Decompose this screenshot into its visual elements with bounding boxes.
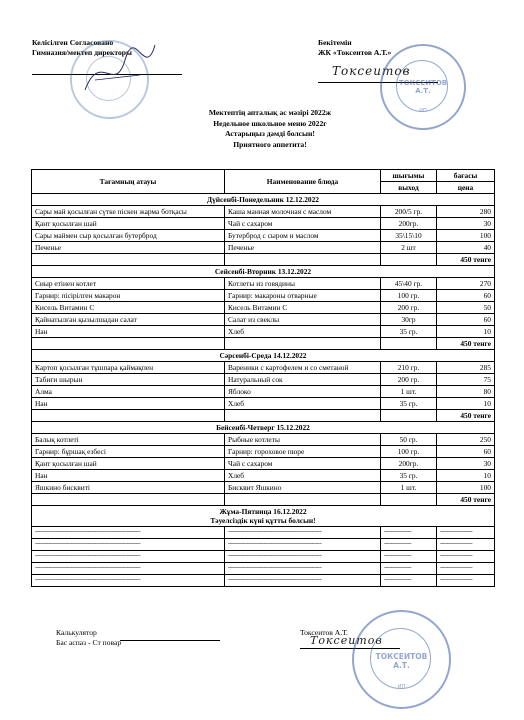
empty-row [32,563,495,575]
dish-kz: Нан [32,470,225,482]
dish-price: 60 [437,446,495,458]
dish-kz: Нан [32,398,225,410]
signer-signature: Токсеитов [310,634,383,647]
table-row [32,458,495,470]
dish-ru: Яблоко [225,386,381,398]
dish-price: 30 [437,458,495,470]
dish-kz: Гарнир: бұршақ езбесі [32,446,225,458]
dish-price: 10 [437,470,495,482]
entrepreneur-label: ЖК «Токсеитов А.Т.» [318,48,392,57]
title-ru: Недельное школьное меню 2022г [213,118,327,128]
dish-kz: Сиыр етінен котлет [32,278,225,290]
empty-row [32,551,495,563]
dish-price: 10 [437,398,495,410]
table-row [32,470,495,482]
dash-price: ------------------- [437,551,495,563]
dish-price: 100 [437,482,495,494]
dash-out: ---------------- [381,575,437,587]
dish-price: 285 [437,362,495,374]
chef-label: Бас аспаз - Ст повар [56,638,122,647]
dash-price: ------------------- [437,527,495,539]
dish-kz: Сары маймен сыр қосылған бутерброд [32,230,225,242]
dish-kz: Гарнир: пісірілген макарон [32,290,225,302]
dish-ru: Чай с сахаром [225,218,381,230]
table-row [32,446,495,458]
dish-kz: Қант қосылған шай [32,218,225,230]
footer-left [56,628,121,648]
day-total-row [32,338,495,350]
wish-ru: Приятного аппетита! [233,139,307,149]
dish-kz: Қант қосылған шай [32,458,225,470]
dish-kz: Балық котлеті [32,434,225,446]
friday-holiday: Тәуелсіздік күні құтты болсын! [210,516,316,525]
dash-out: ---------------- [381,551,437,563]
table-row [32,386,495,398]
dish-output: 35 гр. [381,326,437,338]
company-stamp-bottom [352,610,451,709]
dish-output: 200 гр. [381,302,437,314]
col-header-kz: Тағамның атауы [32,170,225,194]
calculator-label: Калькулятор [56,628,97,637]
approver-signature: Токсеитов [332,64,411,78]
col-header-price-kz: бағасы [437,170,495,182]
day-header [32,422,495,434]
day-title: Дүйсенбі-Понедельник 12.12.2022 [32,194,495,206]
approve-label: Бекітемін [318,38,352,47]
day-total-row [32,254,495,266]
day-header-friday [32,506,495,527]
dish-price: 50 [437,302,495,314]
dish-output: 210 гр. [381,362,437,374]
table-header-row [32,170,495,182]
table-row [32,302,495,314]
dish-ru: Бисквит Яшкино [225,482,381,494]
dish-ru: Рыбные котлеты [225,434,381,446]
empty-row [32,527,495,539]
dish-kz: Сары май қосылған сүтке піскен жарма ботқасы [32,206,225,218]
dish-kz: Алма [32,386,225,398]
day-total-row [32,494,495,506]
signer-name: Токсеитов А.Т. [300,628,348,637]
dish-output: 1 шт. [381,482,437,494]
table-row [32,374,495,386]
dash-ru: ------------------------------------------------------- [225,527,381,539]
dish-output: 100 гр. [381,446,437,458]
table-row [32,326,495,338]
stamp-name: ТОКСЕИТОВ А.Т. [398,79,448,95]
dish-price: 40 [437,242,495,254]
menu-table [31,169,495,587]
col-header-output-ru: выход [381,182,437,194]
dish-ru: Натуральный сок [225,374,381,386]
director-label: Гимназия/мектеп директоры [32,48,132,57]
dish-output: 35\15\10 [381,230,437,242]
menu-title [150,108,390,150]
dish-ru: Гарнир: макароны отварные [225,290,381,302]
dash-price: ------------------- [437,539,495,551]
dish-output: 2 шт [381,242,437,254]
day-total-row [32,410,495,422]
company-stamp-top [380,44,466,130]
dish-output: 200гр. [381,218,437,230]
dash-ru: ------------------------------------------------------- [225,539,381,551]
wish-kz: Астарыңыз дәмді болсын! [225,129,315,138]
table-row [32,362,495,374]
dish-price: 100 [437,230,495,242]
dish-output: 45\40 гр. [381,278,437,290]
table-row [32,398,495,410]
stamp-bottom-ip: ИП [397,684,406,690]
friday-title: Жұма-Пятница 16.12.2022 [219,507,307,516]
day-title: Сейсенбі-Вторник 13.12.2022 [32,266,495,278]
table-row [32,434,495,446]
dish-output: 200гр. [381,458,437,470]
dash-ru: ------------------------------------------------------- [225,563,381,575]
table-row [32,230,495,242]
dish-price: 30 [437,218,495,230]
dish-output: 30гр [381,314,437,326]
table-row [32,482,495,494]
dash-out: ---------------- [381,539,437,551]
dish-ru: Кисель Витамин С [225,302,381,314]
day-total: 450 тенге [437,338,495,350]
table-row [32,314,495,326]
dish-output: 35 гр. [381,398,437,410]
dash-kz: -------------------------------------------------------------- [32,527,225,539]
dish-kz: Яшкино бисквиті [32,482,225,494]
dash-ru: ------------------------------------------------------- [225,551,381,563]
day-total: 450 тенге [437,494,495,506]
dish-price: 250 [437,434,495,446]
dash-price: ------------------- [437,575,495,587]
dish-ru: Чай с сахаром [225,458,381,470]
dish-ru: Печенье [225,242,381,254]
dish-ru: Гарнир: гороховое пюре [225,446,381,458]
dish-kz: Қайнатылған қызылшадан салат [32,314,225,326]
dish-kz: Печенье [32,242,225,254]
dish-ru: Хлеб [225,326,381,338]
dish-output: 50 гр. [381,434,437,446]
dash-kz: -------------------------------------------------------------- [32,539,225,551]
col-header-ru: Наименование блюда [225,170,381,194]
dish-ru: Котлеты из говядины [225,278,381,290]
dash-kz: -------------------------------------------------------------- [32,575,225,587]
approval-block-right [318,38,391,58]
stamp-bottom-name: ТОКСЕИТОВ А.Т. [375,652,428,670]
day-title: Сәрсенбі-Среда 14.12.2022 [32,350,495,362]
dish-ru: Бутерброд с сыром и маслом [225,230,381,242]
table-row [32,278,495,290]
dish-kz: Табиғи шырын [32,374,225,386]
dash-kz: -------------------------------------------------------------- [32,563,225,575]
day-header [32,266,495,278]
days-body [32,194,495,506]
dish-price: 75 [437,374,495,386]
dash-ru: ------------------------------------------------------- [225,575,381,587]
dish-output: 100 гр. [381,290,437,302]
dish-price: 80 [437,386,495,398]
friday-empty-rows [32,527,495,587]
day-title: Бейсенбі-Четверг 15.12.2022 [32,422,495,434]
dish-ru: Хлеб [225,470,381,482]
empty-row [32,575,495,587]
table-row [32,290,495,302]
dash-out: ---------------- [381,527,437,539]
stamp-ip: ИП [419,108,427,114]
dish-kz: Нан [32,326,225,338]
dash-price: ------------------- [437,563,495,575]
col-header-output-kz: шығымы [381,170,437,182]
title-kz: Мектептің апталық ас мәзірі 2022ж [208,108,332,117]
dish-price: 10 [437,326,495,338]
chef-signature-line [120,640,220,641]
dish-output: 35 гр. [381,470,437,482]
dish-output: 200 гр. [381,374,437,386]
dish-price: 60 [437,314,495,326]
dish-price: 60 [437,290,495,302]
day-total: 450 тенге [437,410,495,422]
approved-label: Келісілген Согласовано [32,38,114,47]
dish-kz: Картоп қосылған тұшпара қаймақпен [32,362,225,374]
dish-kz: Кисель Витамин С [32,302,225,314]
dish-ru: Вареники с картофелем и со сметаной [225,362,381,374]
empty-row [32,539,495,551]
director-signature [80,40,160,100]
table-row [32,242,495,254]
col-header-price-ru: цена [437,182,495,194]
table-row [32,206,495,218]
dish-ru: Хлеб [225,398,381,410]
dish-ru: Салат из свеклы [225,314,381,326]
dash-out: ---------------- [381,563,437,575]
dish-output: 1 шт. [381,386,437,398]
dish-output: 200/5 гр. [381,206,437,218]
dish-price: 270 [437,278,495,290]
dish-price: 280 [437,206,495,218]
day-header [32,194,495,206]
table-row [32,218,495,230]
dish-ru: Каша манная молочная с маслом [225,206,381,218]
day-header [32,350,495,362]
day-total: 450 тенге [437,254,495,266]
dash-kz: -------------------------------------------------------------- [32,551,225,563]
